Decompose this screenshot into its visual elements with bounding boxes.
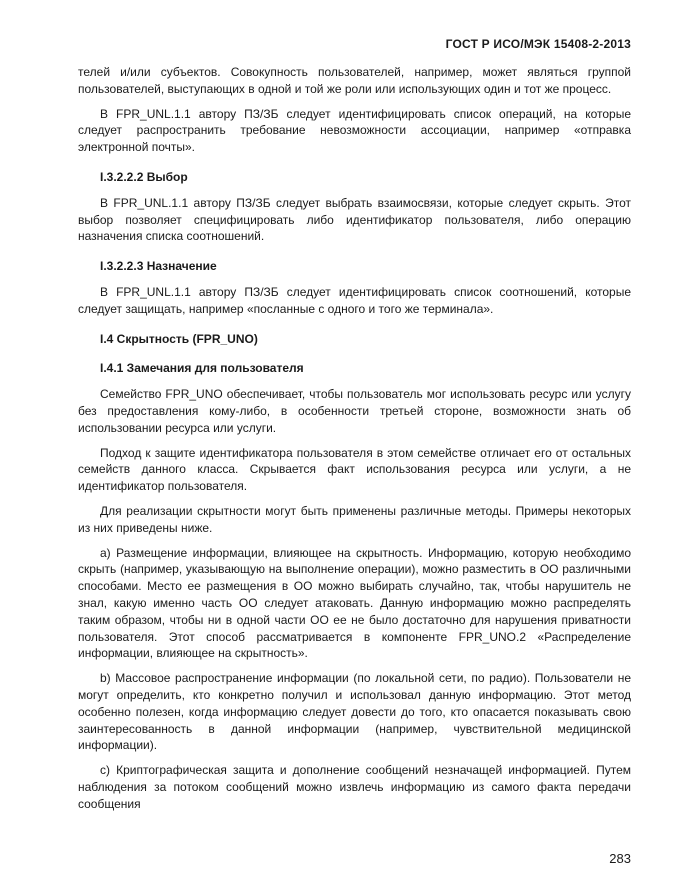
paragraph: телей и/или субъектов. Совокупность пользователей, например, может являться группой пользователей, выступающих в одной и той же роли или использующих один и тот же процесс. xyxy=(78,65,631,96)
paragraph-list-item: c) Криптографическая защита и дополнение сообщений незначащей информацией. Путем наблюдения за потоком сообщений можно извлечь информацию из самого факта передачи сообщения xyxy=(78,763,631,811)
paragraph: В FPR_UNL.1.1 автору ПЗ/ЗБ следует идентифицировать список операций, на которые следует распространить требование невозможности ассоциации, например «отправка электронной почты». xyxy=(78,106,631,155)
document-header: ГОСТ Р ИСО/МЭК 15408-2-2013 xyxy=(445,37,631,51)
paragraph: В FPR_UNL.1.1 автору ПЗ/ЗБ следует выбрать взаимосвязи, которые следует скрыть. Этот выбор позволяет специфицировать либо идентификатор пользователя, либо операцию назначения списка соотношений. xyxy=(78,195,631,244)
document-content xyxy=(78,64,631,820)
paragraph: Подход к защите идентификатора пользователя в этом семействе отличает его от остальных семейств данного класса. Скрывается факт использования ресурса или услуги, а не идентификатор пользователя. xyxy=(78,445,631,494)
paragraph: Для реализации скрытности могут быть применены различные методы. Примеры некоторых из них приведены ниже. xyxy=(78,503,631,535)
paragraph: В FPR_UNL.1.1 автору ПЗ/ЗБ следует идентифицировать список соотношений, которые следует защищать, например «посланные с одного и того же терминала». xyxy=(78,284,631,316)
section-heading: I.4.1 Замечания для пользователя xyxy=(100,361,304,376)
section-heading: I.3.2.2.3 Назначение xyxy=(100,259,217,274)
paragraph-list-item: b) Массовое распространение информации (по локальной сети, по радио). Пользователи не могут определить, кто конкретно получил и использовал данную информацию. Этот метод особенно полезен, когда информацию следует довести до того, кто опасается показывать свою заинтересованность в данной информации (например, чувствительной медицинской информации). xyxy=(78,671,631,753)
section-heading: I.3.2.2.2 Выбор xyxy=(100,169,188,184)
page-number: 283 xyxy=(609,851,631,866)
section-heading: I.4 Скрытность (FPR_UNO) xyxy=(100,331,258,346)
paragraph: Семейство FPR_UNO обеспечивает, чтобы пользователь мог использовать ресурс или услугу без предоставления кому-либо, в особенности третьей стороне, возможности знать об использовании ресурса или услуги. xyxy=(78,387,631,435)
paragraph-list-item: a) Размещение информации, влияющее на скрытность. Информацию, которую необходимо скрыть (например, указывающую на выполнение операции), можно разместить в ОО различными способами. Место ее размещения в ОО можно выбирать случайно, так, чтобы нарушитель не знал, какую именно часть ОО следует атаковать. Данную информацию можно распределять таким образом, чтобы ни в одной части ОО ее не было достаточно для нарушения приватности пользователя. Этот способ рассматривается в компоненте FPR_UNO.2 «Распределение информации, влияющее на скрытность». xyxy=(78,545,631,661)
